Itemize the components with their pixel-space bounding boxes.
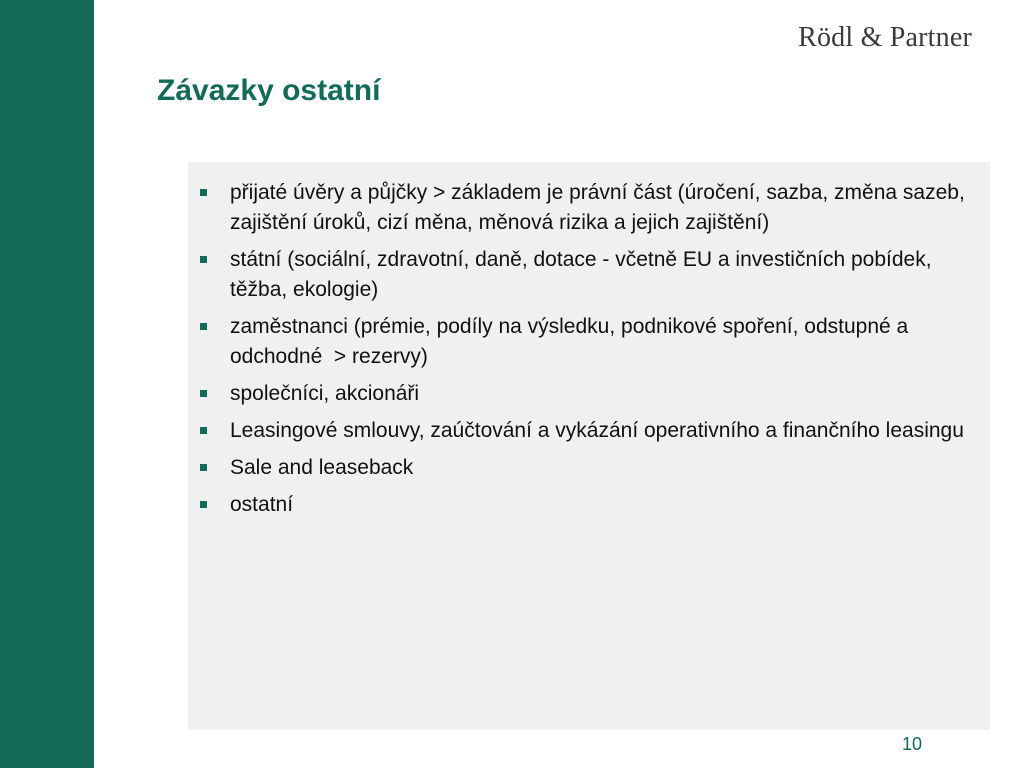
bullet-text: státní (sociální, zdravotní, daně, dotace - včetně EU a investičních pobídek, těžba, ekologie): [230, 248, 932, 301]
bullet-text: zaměstnanci (prémie, podíly na výsledku, podnikové spoření, odstupné a odchodné > rezervy): [230, 315, 915, 368]
slide-title: Závazky ostatní: [157, 74, 381, 107]
side-bar: [0, 0, 94, 768]
square-bullet-icon: [200, 427, 207, 434]
bullet-text: Sale and leaseback: [230, 456, 414, 479]
bullet-item: [198, 379, 980, 409]
square-bullet-icon: [200, 501, 207, 508]
square-bullet-icon: [200, 189, 207, 196]
bullet-list: [198, 178, 980, 520]
bullet-text: Leasingové smlouvy, zaúčtování a vykázání operativního a finančního leasingu: [230, 419, 964, 442]
square-bullet-icon: [200, 390, 207, 397]
bullet-item: [198, 178, 980, 238]
bullet-text: přijaté úvěry a půjčky > základem je právní část (úročení, sazba, změna sazeb, zajištění úroků, cizí měna, měnová rizika a jejich zajištění): [230, 181, 965, 234]
square-bullet-icon: [200, 323, 207, 330]
content-box: [188, 162, 990, 730]
bullet-item: [198, 245, 980, 305]
bullet-text: ostatní: [230, 493, 294, 516]
square-bullet-icon: [200, 256, 207, 263]
square-bullet-icon: [200, 464, 207, 471]
page-number: 10: [902, 734, 923, 754]
company-logo: Rödl & Partner: [798, 22, 972, 53]
bullet-item: [198, 490, 980, 520]
bullet-text: společníci, akcionáři: [230, 382, 420, 405]
bullet-item: [198, 453, 980, 483]
bullet-item: [198, 312, 980, 372]
bullet-item: [198, 416, 980, 446]
